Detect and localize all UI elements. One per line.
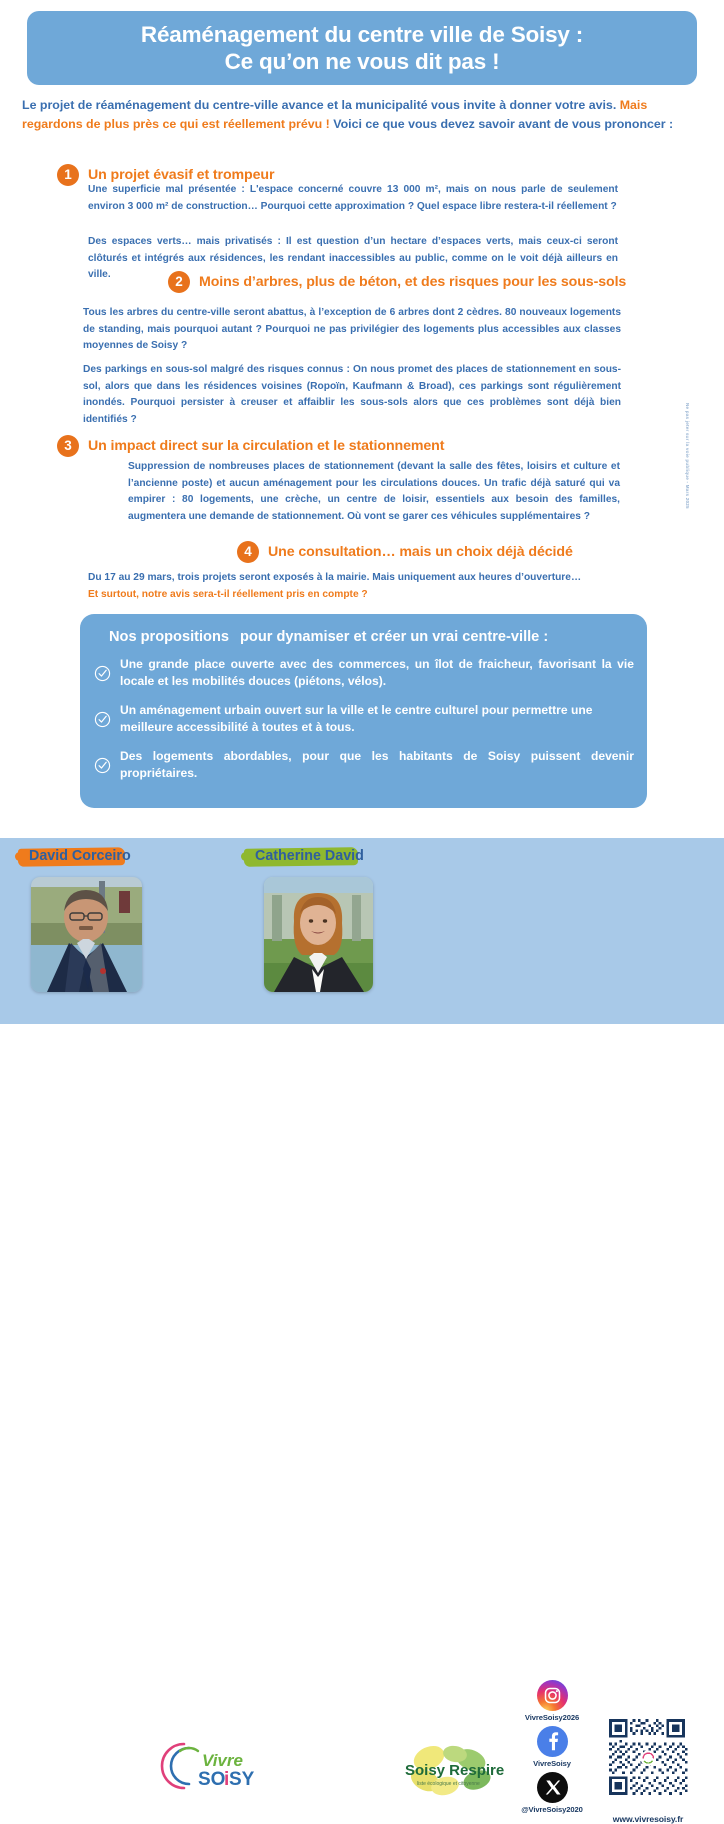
- social-facebook-label: VivreSoisy: [533, 1759, 571, 1768]
- social-links-column: [519, 1680, 585, 1818]
- section-1-paragraph-2: Des espaces verts… mais privatisés : Il est question d’un hectare d’espaces verts, mais ceux-ci seront clôturés et intégrés aux résidences, les rendant inaccessibles au public, comme on le voit déjà ailleurs en ville.: [88, 236, 618, 281]
- candidate-photo-catherine: [264, 877, 373, 992]
- section-2-heading: [168, 271, 626, 293]
- list-item: [94, 748, 634, 783]
- proposal-text: Des logements abordables, pour que les habitants de Soisy puissent devenir propriétaires.: [120, 748, 634, 781]
- intro-paragraph: [22, 96, 706, 134]
- qr-code-block[interactable]: [604, 1714, 692, 1824]
- check-circle-icon: [94, 665, 111, 682]
- section-1-number-badge: 1: [57, 164, 79, 186]
- intro-part2-highlight: Mais regardons de plus près ce qui est réellement prévu !: [22, 98, 648, 132]
- section-3-number-badge: 3: [57, 435, 79, 457]
- logo-soisy-respire: [395, 1740, 507, 1800]
- section-1-title: Un projet évasif et trompeur: [88, 167, 275, 183]
- svg-text:Soisy Respire: Soisy Respire: [405, 1762, 505, 1779]
- social-instagram[interactable]: [519, 1680, 585, 1722]
- section-2-paragraph-1: Tous les arbres du centre-ville seront abattus, à l’exception de 6 arbres dont 2 cèdres. 80 nouveaux logements de standing, mais pourquoi autant ? Pourquoi ne pas privilégier des logements plus accessibles aux classes moyennes de Soisy ?: [83, 307, 621, 352]
- section-3-title: Un impact direct sur la circulation et le stationnement: [88, 438, 445, 454]
- facebook-icon: [537, 1726, 568, 1757]
- section-2-title: Moins d’arbres, plus de béton, et des risques pour les sous-sols: [199, 274, 627, 290]
- svg-text:SY: SY: [229, 1769, 255, 1790]
- footer-band: [0, 838, 724, 1824]
- section-4-text-blue: Du 17 au 29 mars, trois projets seront exposés à la mairie. Mais uniquement aux heures d’ouverture…: [88, 572, 582, 583]
- section-3-paragraph-1: Suppression de nombreuses places de stationnement (devant la salle des fêtes, loisirs et culture et l’ancienne poste) et aucun aménagement pour les circulations douces. Un trafic déjà saturé qui va empirer : 80 logements, une crèche, un centre de loisir, essentiels aux besoin des familles, augmentera une demande de stationnement. Où vont se garer ces véhicules supplémentaires ?: [128, 461, 620, 522]
- svg-text:SO: SO: [198, 1769, 226, 1790]
- candidate-name-david: David Corceiro: [23, 847, 137, 866]
- svg-text:liste écologique et citoyenne: liste écologique et citoyenne: [417, 1781, 480, 1787]
- section-1-paragraph-1: Une superficie mal présentée : L'espace concerné couvre 13 000 m², mais on nous parle de seulement environ 3 000 m² de construction… Pourquoi cette approximation ? Quel espace libre restera-t-il réellement ?: [88, 184, 618, 212]
- x-twitter-icon: [537, 1772, 568, 1803]
- social-x-twitter[interactable]: [519, 1772, 585, 1814]
- list-item: [94, 656, 634, 691]
- proposals-header-rest: pour dynamiser et créer un vrai centre-ville :: [240, 629, 549, 645]
- section-4-title: Une consultation… mais un choix déjà décidé: [268, 544, 573, 560]
- proposal-text: Une grande place ouverte avec des commerces, un îlot de fraicheur, favorisant la vie locale et les mobilités douces (piétons, vélos).: [120, 657, 634, 689]
- header-title-line1: Réaménagement du centre ville de Soisy :: [140, 21, 584, 47]
- intro-part1: Le projet de réaménagement du centre-ville avance et la municipalité vous invite à donner votre avis.: [22, 98, 620, 112]
- instagram-icon: [537, 1680, 568, 1711]
- list-item: [94, 702, 634, 737]
- header-banner: [27, 11, 697, 85]
- social-instagram-label: VivreSoisy2026: [524, 1713, 580, 1722]
- proposals-header-highlight: Nos propositions: [102, 628, 236, 647]
- social-x-label: @VivreSoisy2020: [521, 1805, 583, 1814]
- logo-vivre-soisy: [158, 1738, 258, 1796]
- legal-side-note: Ne pas jeter sur la voie publique - Mars 2025: [685, 403, 690, 509]
- section-3-heading: [57, 435, 444, 457]
- check-circle-icon: [94, 711, 111, 728]
- candidate-name-catherine: Catherine David: [249, 847, 370, 866]
- proposal-text: Un aménagement urbain ouvert sur la ville et le centre culturel pour permettre une meilleure accessibilité à toutes et à tous.: [120, 702, 593, 735]
- social-facebook[interactable]: [519, 1726, 585, 1768]
- website-url-label: www.vivresoisy.fr: [612, 1814, 684, 1824]
- section-4-number-badge: 4: [237, 541, 259, 563]
- section-4-paragraph-1: [88, 570, 628, 603]
- header-title-line2: Ce qu’on ne vous dit pas !: [224, 49, 500, 74]
- qr-code-image: [604, 1714, 690, 1800]
- candidate-photo-david: [31, 877, 142, 992]
- section-4-heading: [237, 541, 573, 563]
- proposals-box: [80, 614, 647, 808]
- svg-text:i: i: [224, 1769, 230, 1790]
- section-2-paragraph-2: Des parkings en sous-sol malgré des risques connus : On nous promet des places de stationnement en sous-sol, alors que dans les résidences voisines (Ropoïn, Kaufmann & Broad), ces parkings sont régulièrement inondés. Pourquoi persister à creuser et affaiblir les sous-sols alors que ces problèmes sont déjà bien identifiés ?: [83, 364, 621, 425]
- svg-text:Vivre: Vivre: [202, 1751, 243, 1770]
- section-2-number-badge: 2: [168, 271, 190, 293]
- proposals-header: [102, 628, 548, 647]
- proposals-list: [94, 656, 634, 793]
- section-4-text-orange: Et surtout, notre avis sera-t-il réellement pris en compte ?: [88, 588, 368, 600]
- check-circle-icon: [94, 757, 111, 774]
- intro-part3: Voici ce que vous devez savoir avant de vous prononcer :: [329, 117, 674, 132]
